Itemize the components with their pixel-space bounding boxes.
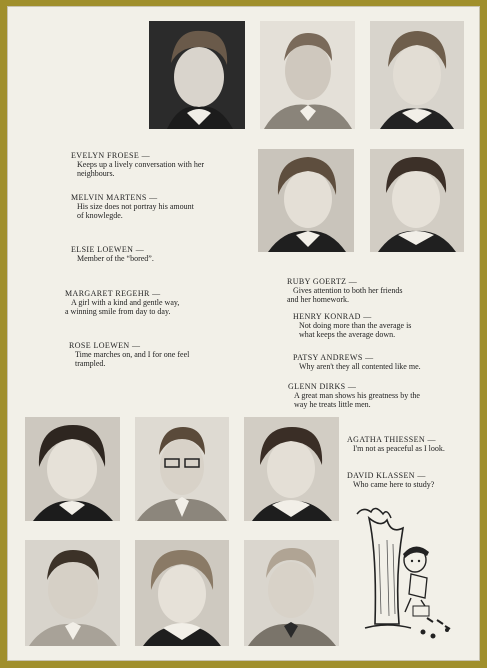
student-quote-line: Who came here to study?	[353, 480, 435, 489]
caption-patsy	[293, 353, 473, 371]
student-quote-line: Not doing more than the average is	[299, 321, 412, 330]
student-name: GLENN DIRKS —	[288, 382, 357, 391]
student-quote-line: A girl with a kind and gentle way,	[71, 298, 180, 307]
student-photo-girl	[149, 21, 245, 129]
student-photo-boy-glasses	[135, 417, 229, 521]
cartoon-student-under-tree-illustration	[351, 504, 466, 644]
student-quote-line: a winning smile from day to day.	[65, 307, 171, 316]
student-quote-line: I'm not as peaceful as I look.	[353, 444, 445, 453]
caption-rose	[69, 341, 251, 368]
caption-henry	[293, 312, 473, 339]
student-name: EVELYN FROESE —	[71, 151, 150, 160]
student-quote-line: Time marches on, and I for one feel	[75, 350, 190, 359]
student-photo-girl	[244, 417, 339, 521]
student-quote-line: way he treats little men.	[294, 400, 371, 409]
caption-elsie	[71, 245, 251, 263]
student-name: ROSE LOEWEN —	[69, 341, 141, 350]
student-name: DAVID KLASSEN —	[347, 471, 426, 480]
student-photo-girl	[25, 417, 120, 521]
student-photo-girl	[370, 21, 464, 129]
student-photo-girl	[370, 149, 464, 252]
student-quote-line: trampled.	[75, 359, 106, 368]
student-photo-boy	[25, 540, 120, 646]
student-quote-line: A great man shows his greatness by the	[294, 391, 420, 400]
student-name: HENRY KONRAD —	[293, 312, 372, 321]
student-quote-line: Member of the “bored”.	[77, 254, 154, 263]
caption-david	[347, 471, 477, 489]
student-quote-line: Keeps up a lively conversation with her	[77, 160, 205, 169]
student-name: MARGARET REGEHR —	[65, 289, 161, 298]
caption-agatha	[347, 435, 477, 453]
student-name: AGATHA THIESSEN —	[347, 435, 436, 444]
student-name: MELVIN MARTENS —	[71, 193, 158, 202]
student-quote-line: and her homework.	[287, 295, 349, 304]
student-quote-line: what keeps the average down.	[299, 330, 396, 339]
student-name: RUBY GOERTZ —	[287, 277, 358, 286]
student-quote-line: His size does not portray his amount	[77, 202, 194, 211]
student-quote-line: of knowlegde.	[77, 211, 123, 220]
student-quote-line: neighbours.	[77, 169, 115, 178]
yearbook-page	[7, 6, 480, 661]
student-name: ELSIE LOEWEN —	[71, 245, 145, 254]
caption-glenn	[288, 382, 470, 409]
caption-margaret	[65, 289, 251, 316]
student-photo-boy	[244, 540, 339, 646]
student-name: PATSY ANDREWS —	[293, 353, 374, 362]
student-quote-line: Gives attention to both her friends	[293, 286, 403, 295]
caption-evelyn	[71, 151, 251, 178]
caption-ruby	[287, 277, 467, 304]
caption-melvin	[71, 193, 251, 220]
student-photo-boy	[260, 21, 355, 129]
student-photo-girl	[258, 149, 354, 252]
student-photo-girl	[135, 540, 229, 646]
student-quote-line: Why aren't they all contented like me.	[299, 362, 421, 371]
